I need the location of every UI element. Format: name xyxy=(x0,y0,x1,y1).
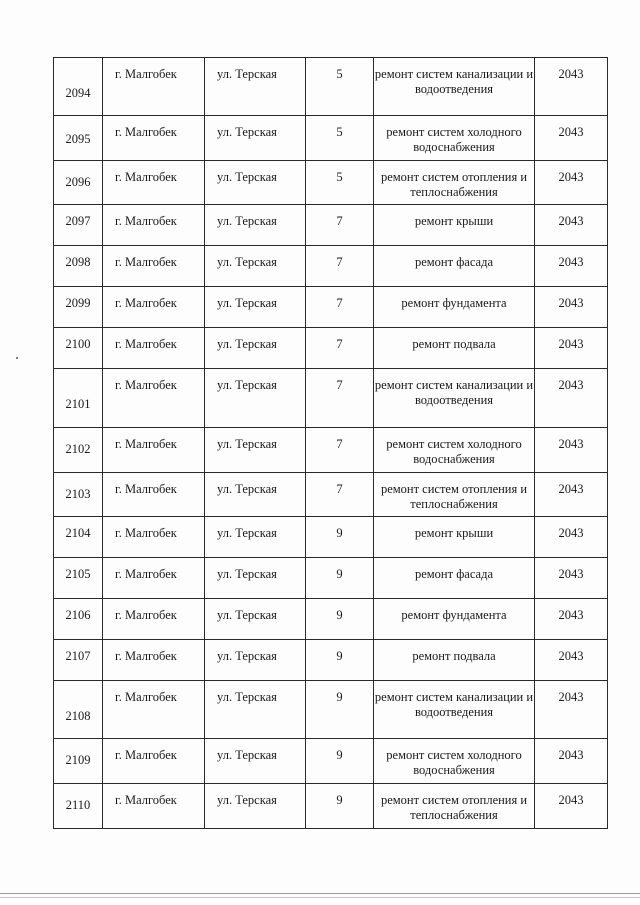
row-number-cell: 2095 xyxy=(54,116,103,161)
table-row xyxy=(54,517,608,558)
house-cell: 7 xyxy=(306,369,374,428)
street-cell: ул. Терская xyxy=(205,517,306,558)
house-cell: 7 xyxy=(306,428,374,473)
row-number-cell: 2106 xyxy=(54,599,103,640)
work-type-cell: ремонт крыши xyxy=(374,517,535,558)
house-cell: 9 xyxy=(306,640,374,681)
table-row xyxy=(54,681,608,739)
row-number-cell: 2094 xyxy=(54,58,103,116)
street-cell: ул. Терская xyxy=(205,739,306,784)
row-number-cell: 2103 xyxy=(54,473,103,517)
street-cell: ул. Терская xyxy=(205,681,306,739)
table-body xyxy=(54,58,608,829)
row-number-cell: 2108 xyxy=(54,681,103,739)
table-row xyxy=(54,369,608,428)
table-row xyxy=(54,739,608,784)
year-cell: 2043 xyxy=(535,739,608,784)
row-number-cell: 2098 xyxy=(54,246,103,287)
street-cell: ул. Терская xyxy=(205,599,306,640)
city-cell: г. Малгобек xyxy=(103,116,205,161)
city-cell: г. Малгобек xyxy=(103,517,205,558)
street-cell: ул. Терская xyxy=(205,328,306,369)
work-type-cell: ремонт фасада xyxy=(374,246,535,287)
year-cell: 2043 xyxy=(535,287,608,328)
row-number-cell: 2100 xyxy=(54,328,103,369)
work-type-cell: ремонт крыши xyxy=(374,205,535,246)
work-type-cell: ремонт фундамента xyxy=(374,599,535,640)
year-cell: 2043 xyxy=(535,161,608,205)
work-type-cell: ремонт систем канализации и водоотведения xyxy=(374,58,535,116)
scan-speck xyxy=(16,357,18,359)
house-cell: 5 xyxy=(306,161,374,205)
house-cell: 9 xyxy=(306,517,374,558)
year-cell: 2043 xyxy=(535,328,608,369)
work-type-cell: ремонт систем холодного водоснабжения xyxy=(374,428,535,473)
street-cell: ул. Терская xyxy=(205,246,306,287)
year-cell: 2043 xyxy=(535,473,608,517)
house-cell: 9 xyxy=(306,739,374,784)
table-row xyxy=(54,599,608,640)
city-cell: г. Малгобек xyxy=(103,161,205,205)
row-number-cell: 2096 xyxy=(54,161,103,205)
city-cell: г. Малгобек xyxy=(103,681,205,739)
table-row xyxy=(54,116,608,161)
house-cell: 7 xyxy=(306,246,374,287)
city-cell: г. Малгобек xyxy=(103,369,205,428)
city-cell: г. Малгобек xyxy=(103,558,205,599)
street-cell: ул. Терская xyxy=(205,784,306,829)
work-type-cell: ремонт систем холодного водоснабжения xyxy=(374,116,535,161)
table-row xyxy=(54,246,608,287)
table-row xyxy=(54,784,608,829)
work-type-cell: ремонт фасада xyxy=(374,558,535,599)
street-cell: ул. Терская xyxy=(205,473,306,517)
city-cell: г. Малгобек xyxy=(103,473,205,517)
year-cell: 2043 xyxy=(535,558,608,599)
row-number-cell: 2101 xyxy=(54,369,103,428)
house-cell: 9 xyxy=(306,681,374,739)
row-number-cell: 2107 xyxy=(54,640,103,681)
city-cell: г. Малгобек xyxy=(103,428,205,473)
street-cell: ул. Терская xyxy=(205,558,306,599)
year-cell: 2043 xyxy=(535,205,608,246)
work-type-cell: ремонт систем отопления и теплоснабжения xyxy=(374,161,535,205)
house-cell: 7 xyxy=(306,205,374,246)
city-cell: г. Малгобек xyxy=(103,205,205,246)
house-cell: 5 xyxy=(306,116,374,161)
street-cell: ул. Терская xyxy=(205,205,306,246)
work-type-cell: ремонт систем канализации и водоотведения xyxy=(374,369,535,428)
work-type-cell: ремонт фундамента xyxy=(374,287,535,328)
house-cell: 9 xyxy=(306,599,374,640)
work-type-cell: ремонт систем холодного водоснабжения xyxy=(374,739,535,784)
work-type-cell: ремонт подвала xyxy=(374,328,535,369)
year-cell: 2043 xyxy=(535,246,608,287)
work-type-cell: ремонт систем канализации и водоотведения xyxy=(374,681,535,739)
street-cell: ул. Терская xyxy=(205,161,306,205)
table-row xyxy=(54,205,608,246)
city-cell: г. Малгобек xyxy=(103,58,205,116)
row-number-cell: 2097 xyxy=(54,205,103,246)
city-cell: г. Малгобек xyxy=(103,739,205,784)
year-cell: 2043 xyxy=(535,517,608,558)
house-cell: 7 xyxy=(306,287,374,328)
table-row xyxy=(54,558,608,599)
table-row xyxy=(54,428,608,473)
city-cell: г. Малгобек xyxy=(103,246,205,287)
table-row xyxy=(54,328,608,369)
city-cell: г. Малгобек xyxy=(103,328,205,369)
table-row xyxy=(54,473,608,517)
repair-schedule-table xyxy=(53,57,608,829)
row-number-cell: 2102 xyxy=(54,428,103,473)
row-number-cell: 2105 xyxy=(54,558,103,599)
city-cell: г. Малгобек xyxy=(103,784,205,829)
house-cell: 9 xyxy=(306,558,374,599)
house-cell: 9 xyxy=(306,784,374,829)
work-type-cell: ремонт систем отопления и теплоснабжения xyxy=(374,784,535,829)
scan-edge-line xyxy=(0,897,640,898)
year-cell: 2043 xyxy=(535,640,608,681)
street-cell: ул. Терская xyxy=(205,287,306,328)
street-cell: ул. Терская xyxy=(205,640,306,681)
work-type-cell: ремонт систем отопления и теплоснабжения xyxy=(374,473,535,517)
row-number-cell: 2109 xyxy=(54,739,103,784)
year-cell: 2043 xyxy=(535,599,608,640)
year-cell: 2043 xyxy=(535,369,608,428)
row-number-cell: 2104 xyxy=(54,517,103,558)
street-cell: ул. Терская xyxy=(205,116,306,161)
table-row xyxy=(54,640,608,681)
year-cell: 2043 xyxy=(535,116,608,161)
city-cell: г. Малгобек xyxy=(103,287,205,328)
table-row xyxy=(54,287,608,328)
house-cell: 7 xyxy=(306,473,374,517)
street-cell: ул. Терская xyxy=(205,428,306,473)
row-number-cell: 2099 xyxy=(54,287,103,328)
street-cell: ул. Терская xyxy=(205,369,306,428)
year-cell: 2043 xyxy=(535,428,608,473)
street-cell: ул. Терская xyxy=(205,58,306,116)
year-cell: 2043 xyxy=(535,784,608,829)
table-row xyxy=(54,58,608,116)
work-type-cell: ремонт подвала xyxy=(374,640,535,681)
table-row xyxy=(54,161,608,205)
scan-edge-line xyxy=(0,893,640,894)
year-cell: 2043 xyxy=(535,58,608,116)
city-cell: г. Малгобек xyxy=(103,640,205,681)
house-cell: 7 xyxy=(306,328,374,369)
city-cell: г. Малгобек xyxy=(103,599,205,640)
row-number-cell: 2110 xyxy=(54,784,103,829)
house-cell: 5 xyxy=(306,58,374,116)
year-cell: 2043 xyxy=(535,681,608,739)
